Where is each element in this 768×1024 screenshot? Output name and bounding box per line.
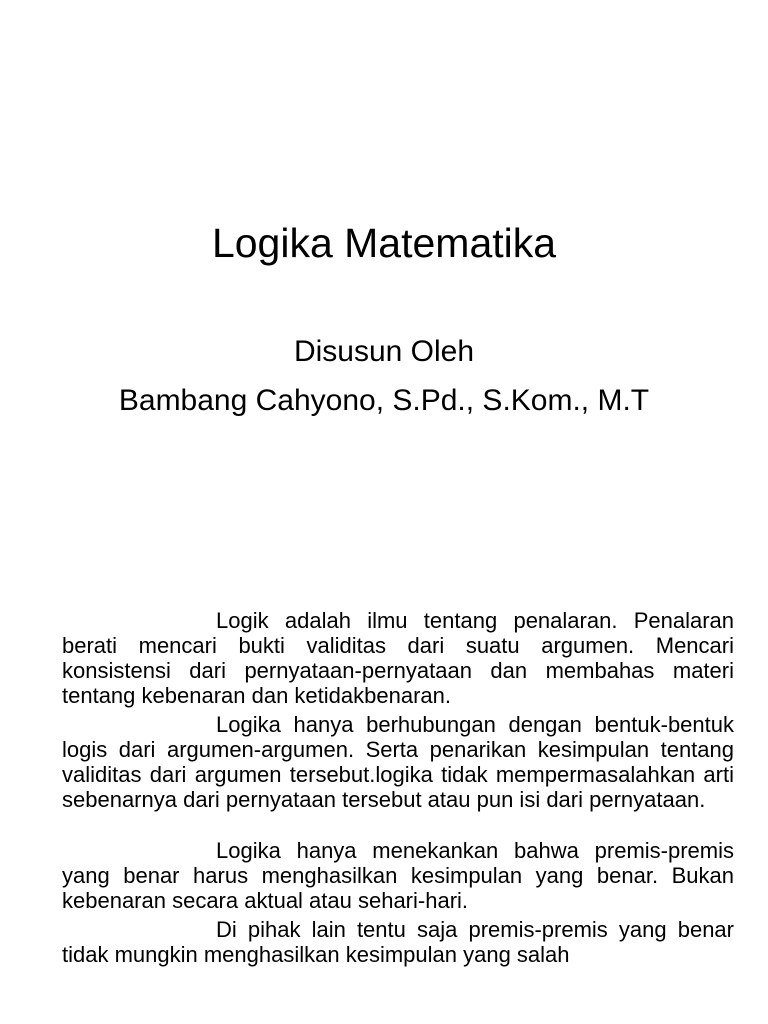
body-text (62, 608, 734, 971)
paragraph-3: Logika hanya menekankan bahwa premis-premis yang benar harus menghasilkan kesimpulan yang benar. Bukan kebenaran secara aktual atau sehari-hari. (62, 838, 734, 913)
paragraph-4: Di pihak lain tentu saja premis-premis yang benar tidak mungkin menghasilkan kesimpulan yang salah (62, 917, 734, 967)
paragraph-1: Logik adalah ilmu tentang penalaran. Penalaran berati mencari bukti validitas dari suatu argumen. Mencari konsistensi dari pernyataan-pernyataan dan membahas materi tentang kebenaran dan ketidakbenaran. (62, 608, 734, 708)
document-title: Logika Matematika (211, 220, 557, 266)
paragraph-2: Logika hanya berhubungan dengan bentuk-bentuk logis dari argumen-argumen. Serta penarikan kesimpulan tentang validitas dari argumen tersebut.logika tidak mempermasalahkan arti sebenarnya dari pernyataan tersebut atau pun isi dari pernyataan. (62, 712, 734, 812)
author-name: Bambang Cahyono, S.Pd., S.Kom., M.T (118, 384, 650, 417)
byline-label: Disusun Oleh (293, 335, 475, 368)
